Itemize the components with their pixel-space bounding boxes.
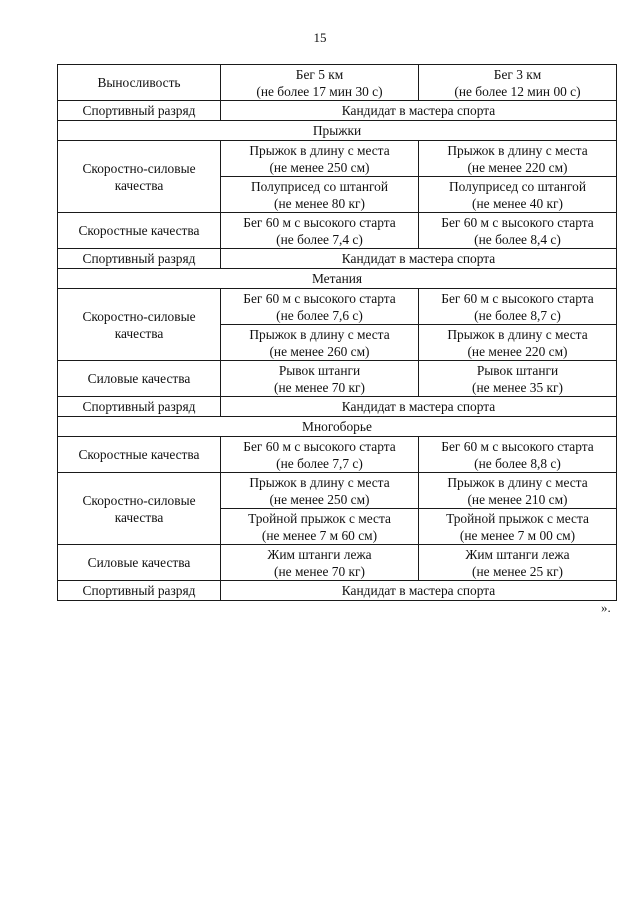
closing-quote: ». <box>601 600 611 615</box>
section-title: Метания <box>58 269 617 289</box>
rank-label: Спортивный разряд <box>58 397 221 417</box>
norm-cell: Прыжок в длину с места (не менее 210 см) <box>419 473 617 509</box>
table-row <box>58 101 617 121</box>
section-title: Многоборье <box>58 417 617 437</box>
norm-cell: Прыжок в длину с места (не менее 250 см) <box>221 473 419 509</box>
standards-table <box>57 64 617 601</box>
table-row <box>58 65 617 101</box>
rank-label: Спортивный разряд <box>58 101 221 121</box>
quality-label-strength: Силовые качества <box>58 361 221 397</box>
rank-label: Спортивный разряд <box>58 581 221 601</box>
table-row <box>58 397 617 417</box>
rank-label: Спортивный разряд <box>58 249 221 269</box>
norm-cell: Жим штанги лежа (не менее 70 кг) <box>221 545 419 581</box>
table-row <box>58 361 617 397</box>
norm-cell: Бег 3 км (не более 12 мин 00 с) <box>419 65 617 101</box>
norm-cell: Бег 60 м с высокого старта (не более 8,7 с) <box>419 289 617 325</box>
quality-label-speed: Скоростные качества <box>58 213 221 249</box>
rank-value: Кандидат в мастера спорта <box>221 581 617 601</box>
table-row <box>58 213 617 249</box>
norm-cell: Тройной прыжок с места (не менее 7 м 60 см) <box>221 509 419 545</box>
section-header-allround <box>58 417 617 437</box>
norm-cell: Бег 60 м с высокого старта (не более 7,6 с) <box>221 289 419 325</box>
norm-cell: Бег 60 м с высокого старта (не более 8,8 с) <box>419 437 617 473</box>
norm-cell: Прыжок в длину с места (не менее 260 см) <box>221 325 419 361</box>
norm-cell: Жим штанги лежа (не менее 25 кг) <box>419 545 617 581</box>
quality-label-speed: Скоростные качества <box>58 437 221 473</box>
quality-label-speed-strength: Скоростно-силовые качества <box>58 289 221 361</box>
norm-cell: Бег 60 м с высокого старта (не более 8,4 с) <box>419 213 617 249</box>
quality-label-endurance: Выносливость <box>58 65 221 101</box>
rank-value: Кандидат в мастера спорта <box>221 249 617 269</box>
norm-cell: Прыжок в длину с места (не менее 250 см) <box>221 141 419 177</box>
norm-cell: Бег 5 км (не более 17 мин 30 с) <box>221 65 419 101</box>
norm-cell: Полуприсед со штангой (не менее 40 кг) <box>419 177 617 213</box>
norm-cell: Рывок штанги (не менее 70 кг) <box>221 361 419 397</box>
quality-label-speed-strength: Скоростно-силовые качества <box>58 141 221 213</box>
norm-cell: Полуприсед со штангой (не менее 80 кг) <box>221 177 419 213</box>
norm-cell: Бег 60 м с высокого старта (не более 7,7 с) <box>221 437 419 473</box>
section-header-throws <box>58 269 617 289</box>
page-number: 15 <box>313 30 327 45</box>
norm-cell: Прыжок в длину с места (не менее 220 см) <box>419 325 617 361</box>
table-row <box>58 473 617 509</box>
section-header-jumps <box>58 121 617 141</box>
table-row <box>58 581 617 601</box>
table-row <box>58 437 617 473</box>
table-row <box>58 249 617 269</box>
section-title: Прыжки <box>58 121 617 141</box>
norm-cell: Рывок штанги (не менее 35 кг) <box>419 361 617 397</box>
norm-cell: Тройной прыжок с места (не менее 7 м 00 см) <box>419 509 617 545</box>
norm-cell: Бег 60 м с высокого старта (не более 7,4 с) <box>221 213 419 249</box>
rank-value: Кандидат в мастера спорта <box>221 101 617 121</box>
rank-value: Кандидат в мастера спорта <box>221 397 617 417</box>
quality-label-speed-strength: Скоростно-силовые качества <box>58 473 221 545</box>
table-row <box>58 141 617 177</box>
table-row <box>58 289 617 325</box>
quality-label-strength: Силовые качества <box>58 545 221 581</box>
norm-cell: Прыжок в длину с места (не менее 220 см) <box>419 141 617 177</box>
table-row <box>58 545 617 581</box>
